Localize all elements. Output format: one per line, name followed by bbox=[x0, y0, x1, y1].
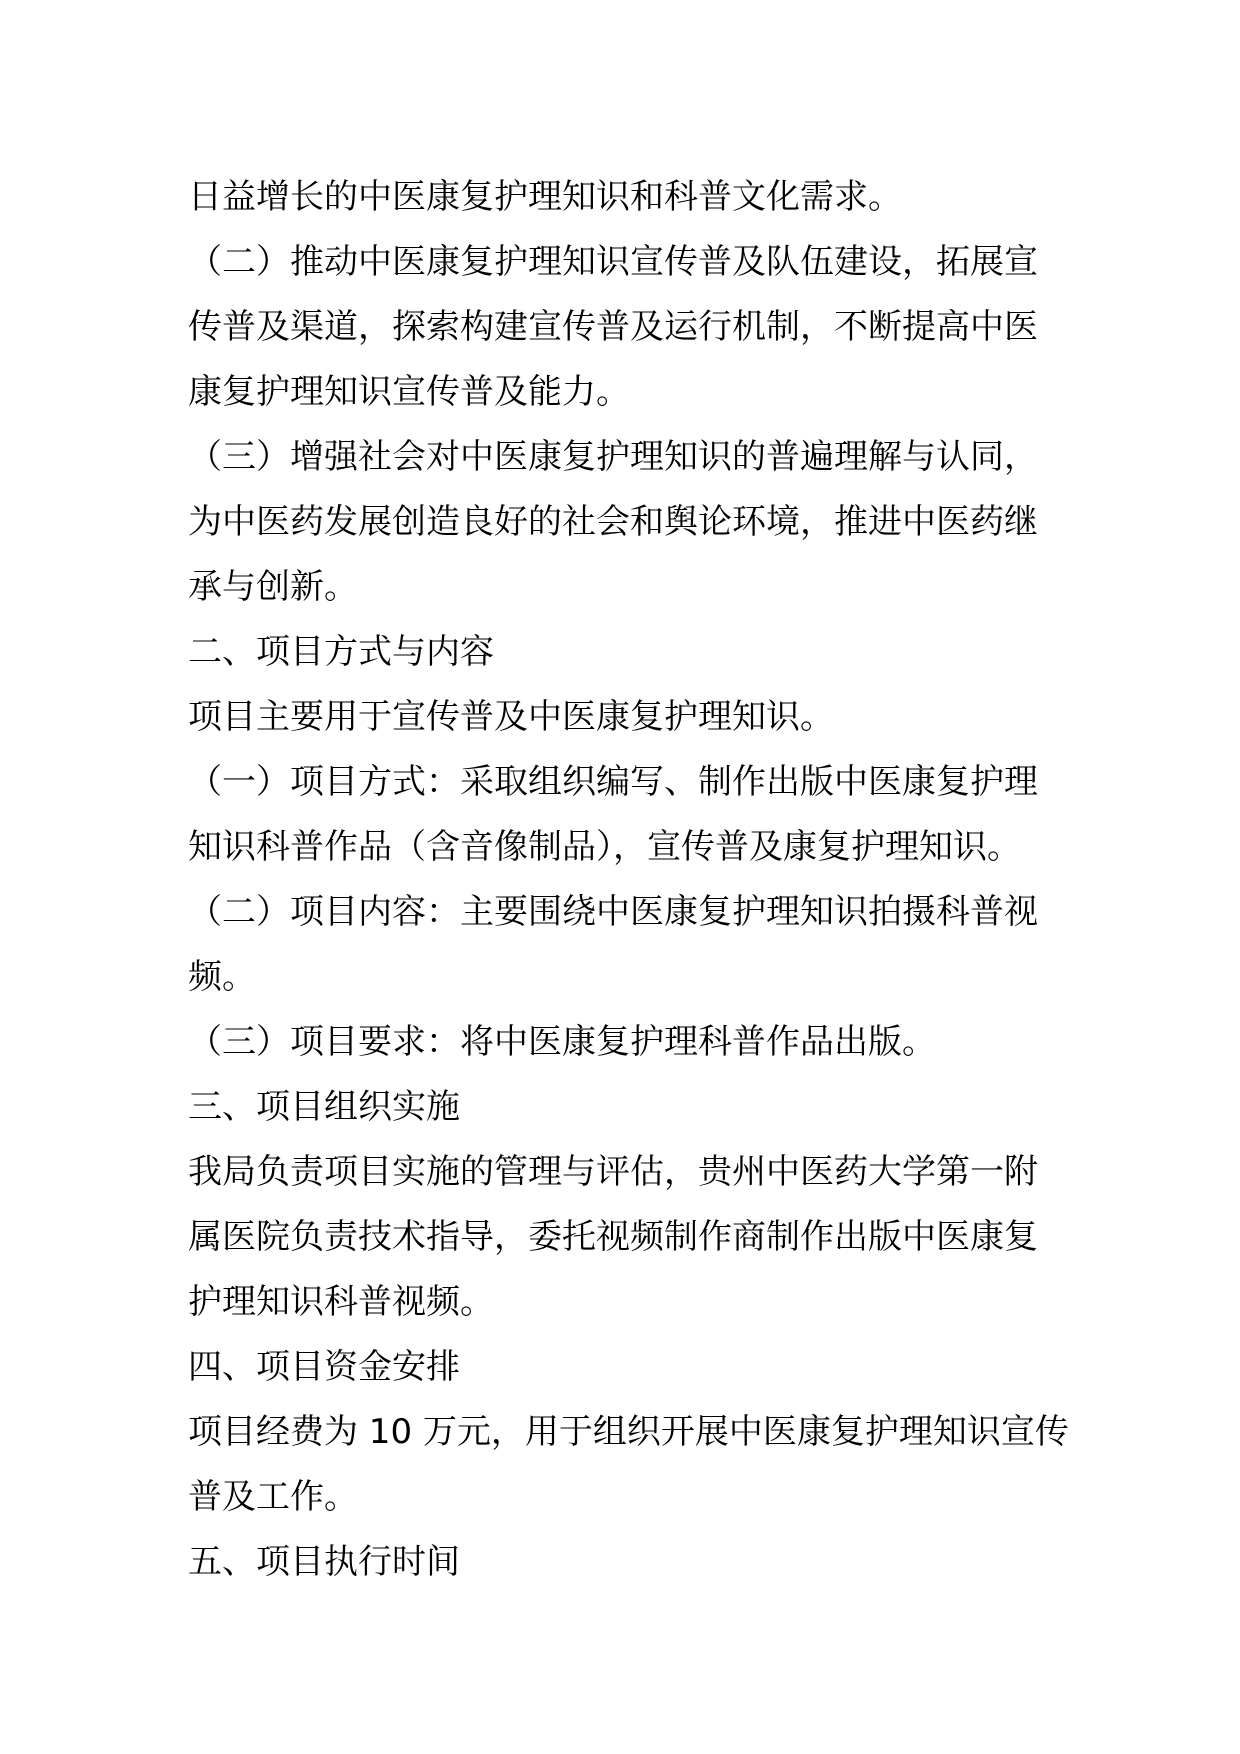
paragraph-line: （一）项目方式：采取组织编写、制作出版中医康复护理 bbox=[188, 762, 1038, 802]
paragraph-line: 康复护理知识宣传普及能力。 bbox=[188, 372, 630, 412]
section-heading: 三、项目组织实施 bbox=[188, 1087, 460, 1127]
paragraph-line: 知识科普作品（含音像制品），宣传普及康复护理知识。 bbox=[188, 827, 1021, 867]
paragraph-line: （三）项目要求：将中医康复护理科普作品出版。 bbox=[188, 1022, 936, 1062]
paragraph-line: 承与创新。 bbox=[188, 567, 358, 607]
paragraph-line: 我局负责项目实施的管理与评估，贵州中医药大学第一附 bbox=[188, 1152, 1038, 1192]
paragraph-line: 传普及渠道，探索构建宣传普及运行机制，不断提高中医 bbox=[188, 307, 1038, 347]
paragraph-line: 属医院负责技术指导，委托视频制作商制作出版中医康复 bbox=[188, 1217, 1038, 1257]
paragraph-line: （三）增强社会对中医康复护理知识的普遍理解与认同， bbox=[188, 437, 1038, 477]
paragraph-line: （二）项目内容：主要围绕中医康复护理知识拍摄科普视 bbox=[188, 892, 1038, 932]
paragraph-line: 护理知识科普视频。 bbox=[188, 1282, 494, 1322]
paragraph-line: 为中医药发展创造良好的社会和舆论环境，推进中医药继 bbox=[188, 502, 1038, 542]
section-heading: 五、项目执行时间 bbox=[188, 1542, 460, 1582]
section-heading: 四、项目资金安排 bbox=[188, 1347, 460, 1387]
paragraph-line: （二）推动中医康复护理知识宣传普及队伍建设，拓展宣 bbox=[188, 242, 1038, 282]
paragraph-line: 普及工作。 bbox=[188, 1477, 358, 1517]
section-heading: 二、项目方式与内容 bbox=[188, 632, 494, 672]
paragraph-line: 项目主要用于宣传普及中医康复护理知识。 bbox=[188, 697, 834, 737]
document-body bbox=[188, 165, 1069, 1595]
paragraph-line: 频。 bbox=[188, 957, 256, 997]
paragraph-line: 项目经费为 10 万元，用于组织开展中医康复护理知识宣传 bbox=[188, 1412, 1069, 1452]
paragraph-line: 日益增长的中医康复护理知识和科普文化需求。 bbox=[188, 177, 902, 217]
